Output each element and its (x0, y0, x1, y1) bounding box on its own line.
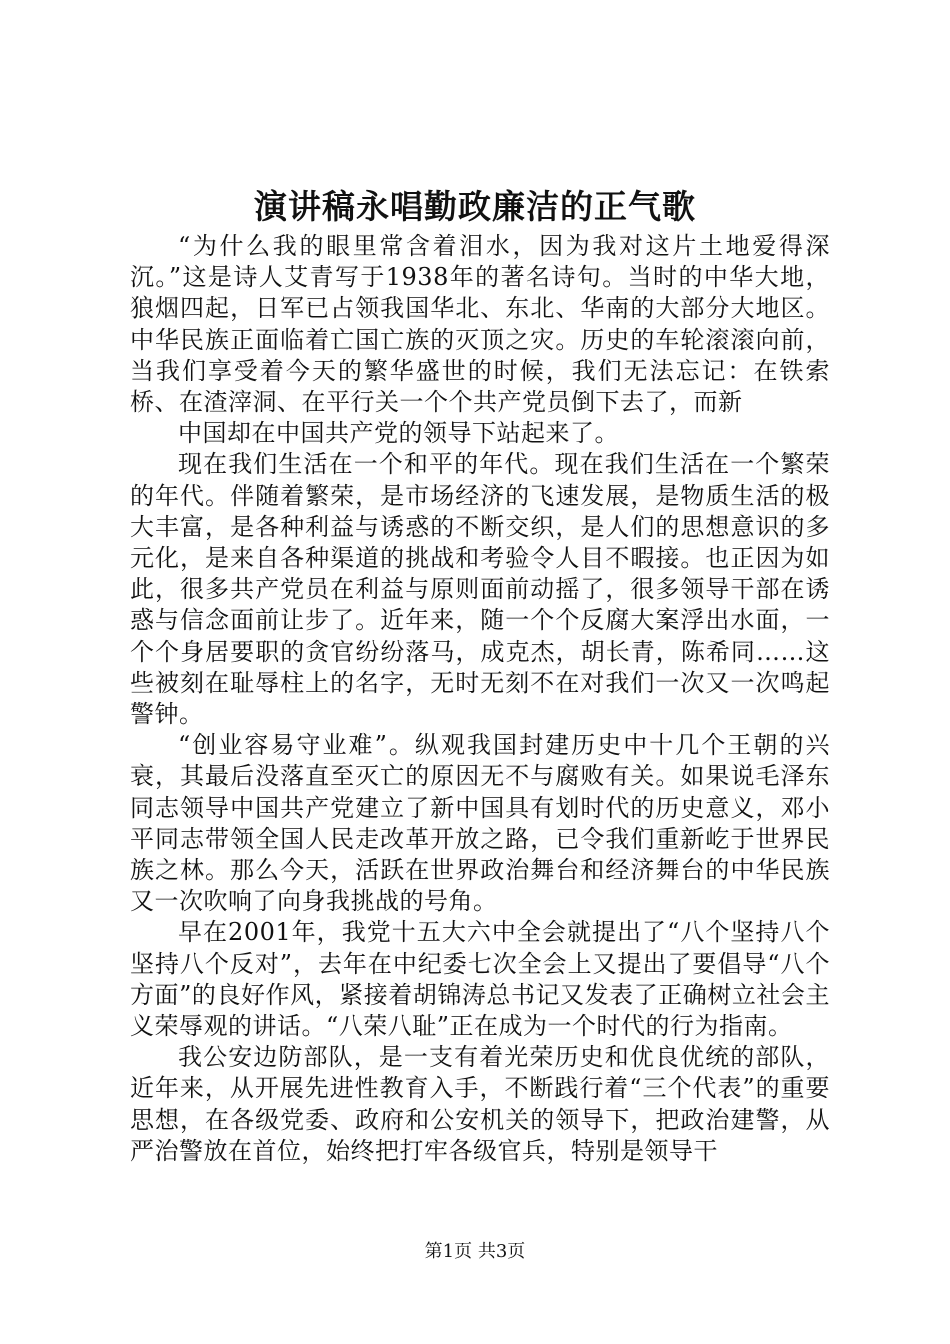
paragraph-1: “为什么我的眼里常含着泪水，因为我对这片土地爱得深沉。”这是诗人艾青写于1938年的著名诗句。当时的中华大地，狼烟四起，日军已占领我国华北、东北、华南的大部分大地区。中华民族正面临着亡国亡族的灭顶之灾。历史的车轮滚滚向前，当我们享受着今天的繁华盛世的时候，我们无法忘记：在铁索桥、在渣滓洞、在平行关一个个共产党员倒下去了，而新 (130, 232, 830, 417)
paragraph-3: 现在我们生活在一个和平的年代。现在我们生活在一个繁荣的年代。伴随着繁荣，是市场经济的飞速发展，是物质生活的极大丰富，是各种利益与诱惑的不断交织，是人们的思想意识的多元化，是来自各种渠道的挑战和考验令人目不暇接。也正因为如此，很多共产党员在利益与原则面前动摇了，很多领导干部在诱惑与信念面前让步了。近年来，随一个个反腐大案浮出水面，一个个身居要职的贪官纷纷落马，成克杰，胡长青，陈希同……这些被刻在耻辱柱上的名字，无时无刻不在对我们一次又一次鸣起警钟。 (130, 450, 830, 729)
document-title: 演讲稿永唱勤政廉洁的正气歌 (254, 187, 696, 226)
paragraph-2: 中国却在中国共产党的领导下站起来了。 (178, 419, 619, 448)
document-body (130, 231, 830, 1167)
paragraph-4: “创业容易守业难”。纵观我国封建历史中十几个王朝的兴衰，其最后没落直至灭亡的原因无不与腐败有关。如果说毛泽东同志领导中国共产党建立了新中国具有划时代的历史意义，邓小平同志带领全国人民走改革开放之路，已令我们重新屹于世界民族之林。那么今天，活跃在世界政治舞台和经济舞台的中华民族又一次吹响了向身我挑战的号角。 (130, 731, 830, 916)
page-number-footer: 第1页 共3页 (424, 1241, 526, 1262)
paragraph-6: 我公安边防部队，是一支有着光荣历史和优良优统的部队，近年来，从开展先进性教育入手，不断践行着“三个代表”的重要思想，在各级党委、政府和公安机关的领导下，把政治建警，从严治警放在首位，始终把打牢各级官兵，特别是领导干 (130, 1043, 830, 1165)
paragraph-5: 早在2001年，我党十五大六中全会就提出了“八个坚持八个坚持八个反对”，去年在中纪委七次全会上又提出了要倡导“八个方面”的良好作风，紧接着胡锦涛总书记又发表了正确树立社会主义荣辱观的讲话。“八荣八耻”正在成为一个时代的行为指南。 (130, 918, 830, 1041)
